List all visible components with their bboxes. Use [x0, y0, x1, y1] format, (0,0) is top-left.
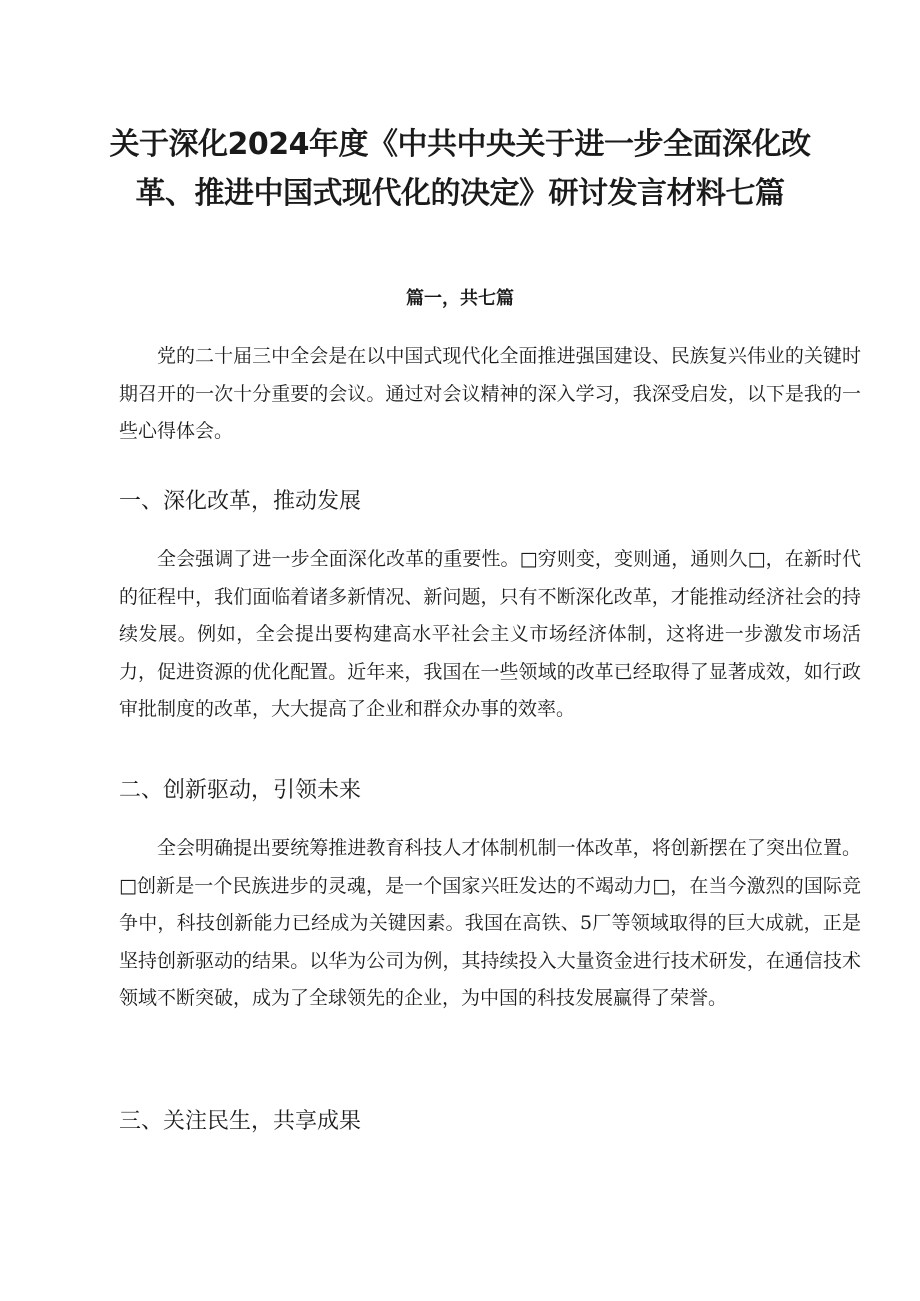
document-title-line-1: 关于深化2024年度《中共中央关于进一步全面深化改	[109, 127, 811, 162]
section-body-innovation: 全会明确提出要统筹推进教育科技人才体制机制一体改革，将创新摆在了突出位置。□创新是一个民族进步的灵魂，是一个国家兴旺发达的不竭动力□，在当今激烈的国际竞争中，科技创新能力已经成为关键因素。我国在高铁、5厂等领域取得的巨大成就，正是坚持创新驱动的结果。以华为公司为例，其持续投入大量资金进行技术研发，在通信技术领域不断突破，成为了全球领先的企业，为中国的科技发展赢得了荣誉。	[119, 837, 861, 1009]
intro-paragraph: 党的二十届三中全会是在以中国式现代化全面推进强国建设、民族复兴伟业的关键时期召开的一次十分重要的会议。通过对会议精神的深入学习，我深受启发，以下是我的一些心得体会。	[119, 345, 861, 442]
section-heading-innovation: 二、创新驱动，引领未来	[119, 778, 362, 803]
section-body-reform: 全会强调了进一步全面深化改革的重要性。□穷则变，变则通，通则久□，在新时代的征程中，我们面临着诸多新情况、新问题，只有不断深化改革，才能推动经济社会的持续发展。例如，全会提出要构建高水平社会主义市场经济体制，这将进一步激发市场活力，促进资源的优化配置。近年来，我国在一些领域的改革已经取得了显著成效，如行政审批制度的改革，大大提高了企业和群众办事的效率。	[119, 548, 861, 720]
section-heading-reform: 一、深化改革，推动发展	[119, 489, 362, 514]
part-heading: 篇一，共七篇	[406, 288, 514, 309]
document-title-line-2: 革、推进中国式现代化的决定》研讨发言材料七篇	[135, 176, 785, 211]
section-heading-livelihood: 三、关注民生，共享成果	[119, 1109, 362, 1134]
